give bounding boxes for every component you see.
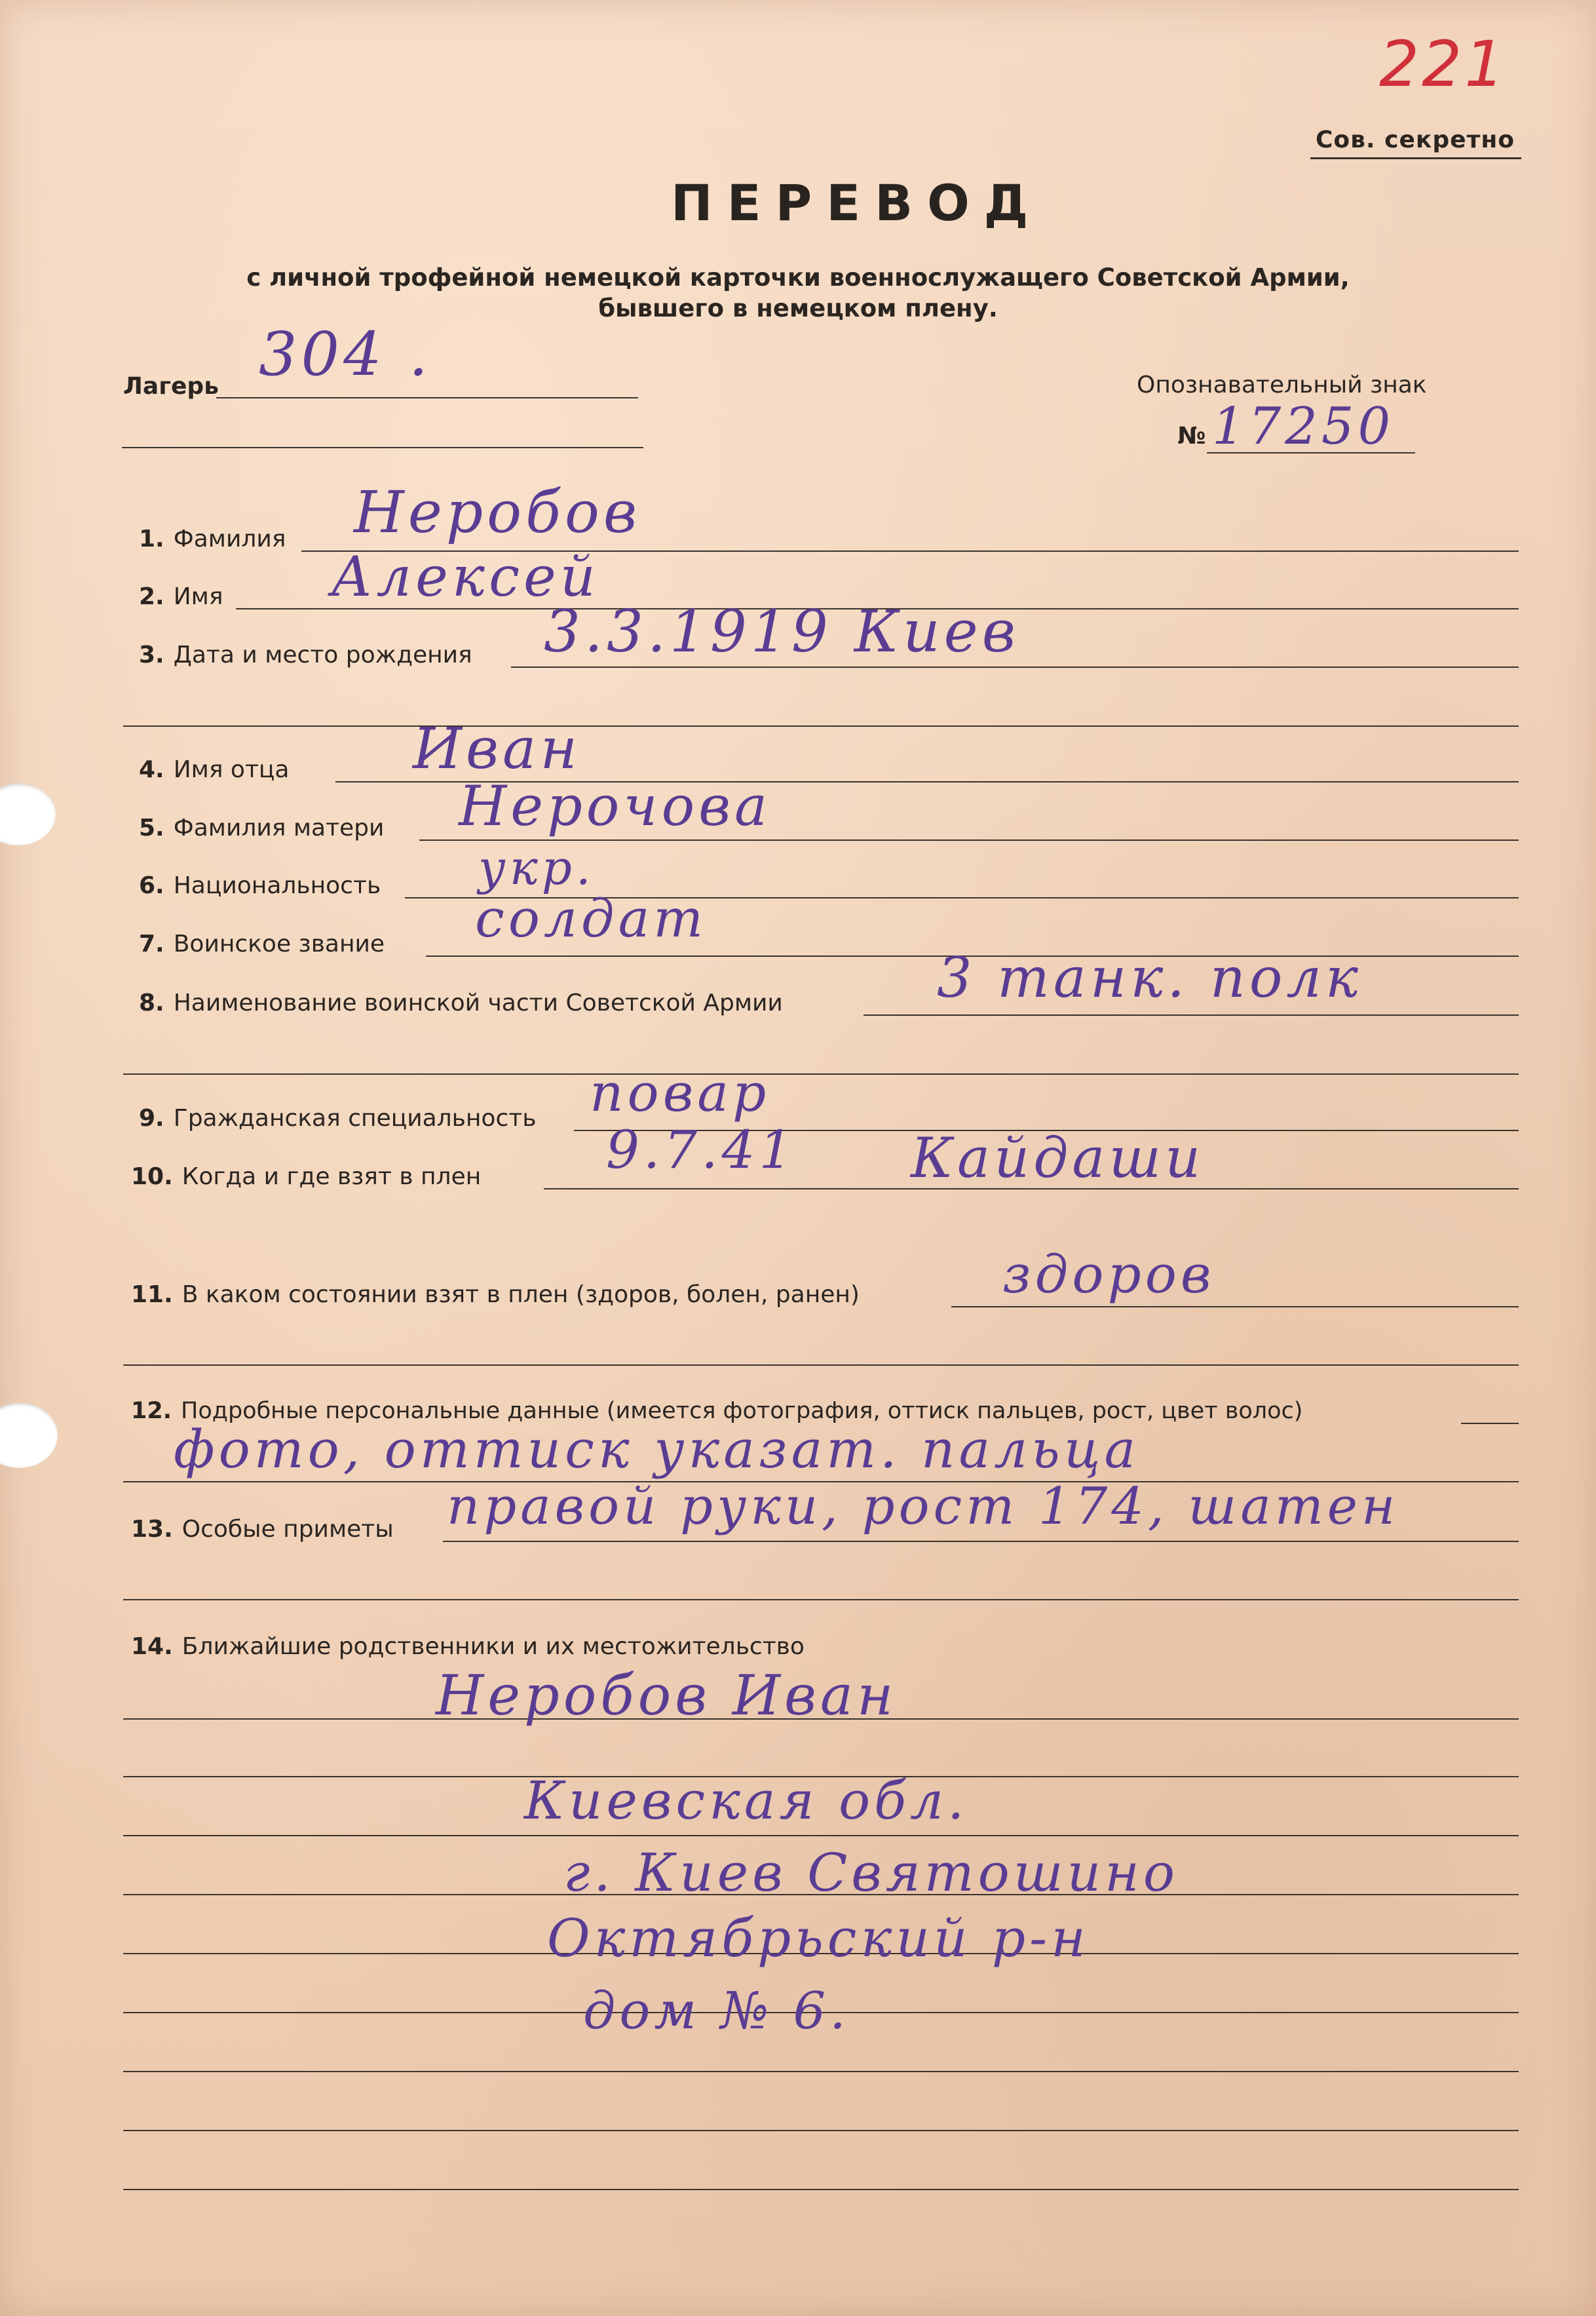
document-title: ПЕРЕВОД (671, 174, 1043, 232)
field-7-label: 7. Воинское звание (139, 931, 385, 957)
field-14-line-7 (123, 2071, 1519, 2072)
field-8-label: 8. Наименование воинской части Советской Армии (139, 990, 783, 1016)
field-7-value: солдат (475, 888, 708, 949)
field-14-line-8 (123, 2130, 1519, 2131)
field-8-value: 3 танк. полк (937, 946, 1363, 1010)
punch-hole (0, 1402, 58, 1468)
field-10-date: 9.7.41 (606, 1119, 797, 1180)
relatives-line-2: Киевская обл. (524, 1770, 968, 1831)
field-5-value: Нерочова (459, 774, 772, 838)
document-subtitle-line1: с личной трофейной немецкой карточки военнослужащего Советской Армии, (246, 263, 1350, 292)
field-3-line-2 (123, 725, 1519, 727)
field-4-value: Иван (413, 716, 581, 782)
field-5-label: 5. Фамилия матери (139, 815, 385, 841)
field-11-value: здоров (1002, 1244, 1215, 1305)
relatives-line-5: дом № 6. (583, 1982, 850, 2041)
field-9-label: 9. Гражданская специальность (139, 1105, 537, 1132)
field-3-line (511, 666, 1519, 668)
camp-label: Лагерь (123, 373, 219, 400)
field-12-label: 12. Подробные персональные данные (имеется фотография, оттиск пальцев, рост, цвет волос) (131, 1398, 1303, 1424)
camp-line-2 (122, 447, 643, 448)
field-13-value: правой руки, рост 174, шатен (447, 1477, 1399, 1536)
classification-underline (1310, 157, 1521, 159)
field-11-line (951, 1306, 1519, 1307)
field-14-line-3 (123, 1835, 1519, 1836)
field-13-line (443, 1541, 1519, 1542)
field-3-label: 3. Дата и место рождения (139, 642, 472, 668)
field-4-label: 4. Имя отца (139, 756, 290, 783)
field-12-value: фото, оттиск указат. пальца (174, 1419, 1140, 1480)
field-8-line (864, 1014, 1519, 1016)
field-12-line-tail (1461, 1423, 1519, 1424)
classification-label: Сов. секретно (1316, 126, 1515, 153)
relatives-line-3: г. Киев Святошино (563, 1842, 1179, 1903)
field-11-label: 11. В каком состоянии взят в плен (здоров, болен, ранен) (131, 1281, 860, 1308)
field-3-value: 3.3.1919 Киев (544, 598, 1019, 665)
relatives-line-4: Октябрьский р-н (547, 1908, 1090, 1969)
field-2-value: Алексей (331, 545, 599, 609)
camp-line (216, 397, 638, 398)
punch-hole (0, 783, 56, 845)
field-6-label: 6. Национальность (139, 872, 381, 899)
tag-value: 17250 (1212, 397, 1395, 456)
document-subtitle-line2: бывшего в немецком плену. (598, 294, 998, 322)
field-13-label: 13. Особые приметы (131, 1516, 394, 1543)
camp-value: 304 . (259, 319, 432, 389)
field-9-value: повар (590, 1062, 770, 1123)
relatives-line-1: Неробов Иван (436, 1663, 898, 1727)
field-2-label: 2. Имя (139, 583, 223, 610)
field-6-value: укр. (478, 840, 595, 895)
archive-number: 221 (1379, 28, 1508, 101)
field-13-line-2 (123, 1599, 1519, 1600)
field-11-line-2 (123, 1364, 1519, 1366)
field-14-label: 14. Ближайшие родственники и их местожительство (131, 1633, 805, 1660)
field-10-label: 10. Когда и где взят в плен (131, 1163, 482, 1190)
field-8-line-2 (123, 1073, 1519, 1075)
field-14-line-9 (123, 2189, 1519, 2190)
tag-no-label: № (1177, 423, 1206, 450)
tag-label: Опознавательный знак (1137, 372, 1427, 398)
field-1-value: Неробов (354, 478, 641, 546)
field-10-place: Кайдаши (911, 1126, 1205, 1190)
field-1-label: 1. Фамилия (139, 526, 286, 552)
